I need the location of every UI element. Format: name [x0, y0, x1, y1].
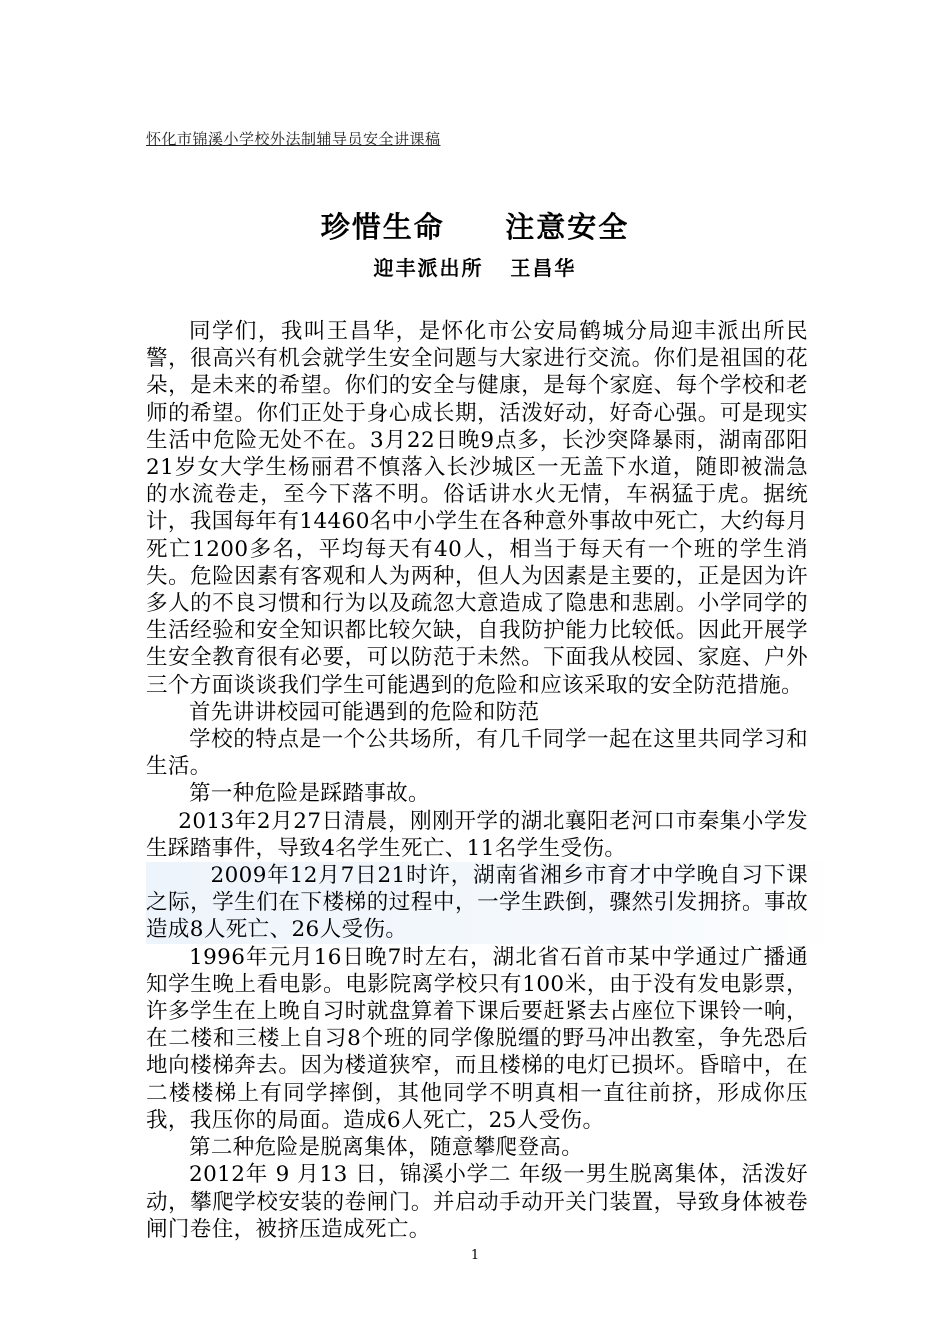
- document-title: 珍惜生命 注意安全: [320, 210, 630, 244]
- paragraph-case-2013: 2013年2月27日清晨，刚刚开学的湖北襄阳老河口市秦集小学发生踩踏事件，导致4名学生死亡、11名学生受伤。: [146, 808, 808, 861]
- paragraph-case-2009: [146, 862, 838, 944]
- document-header: 怀化市锦溪小学校外法制辅导员安全讲课稿: [146, 130, 441, 148]
- paragraph-case-2009-text: 2009年12月7日21时许，湖南省湘乡市育才中学晚自习下课之际，学生们在下楼梯的过程中，一学生跌倒，骤然引发拥挤。事故造成8人死亡、26人受伤。: [146, 863, 808, 943]
- paragraph-school-feature: 学校的特点是一个公共场所，有几千同学一起在这里共同学习和生活。: [146, 727, 808, 780]
- paragraph-intro: 同学们，我叫王昌华，是怀化市公安局鹤城分局迎丰派出所民警，很高兴有机会就学生安全问题与大家进行交流。你们是祖国的花朵，是未来的希望。你们的安全与健康，是每个家庭、每个学校和老师的希望。你们正处于身心成长期，活泼好动，好奇心强。可是现实生活中危险无处不在。3月22日晚9点多，长沙突降暴雨，湖南邵阳21岁女大学生杨丽君不慎落入长沙城区一无盖下水道，随即被湍急的水流卷走，至今下落不明。俗话讲水火无情，车祸猛于虎。据统计，我国每年有14460名中小学生在各种意外事故中死亡，大约每月死亡1200多名，平均每天有40人，相当于每天有一个班的学生消失。危险因素有客观和人为两种，但人为因素是主要的，正是因为许多人的不良习惯和行为以及疏忽大意造成了隐患和悲剧。小学同学的生活经验和安全知识都比较欠缺，自我防护能力比较低。因此开展学生安全教育很有必要，可以防范于未然。下面我从校园、家庭、户外三个方面谈谈我们学生可能遇到的危险和应该采取的安全防范措施。: [146, 319, 808, 698]
- paragraph-case-1996: 1996年元月16日晚7时左右，湖北省石首市某中学通过广播通知学生晚上看电影。电影院离学校只有100米，由于没有发电影票，许多学生在上晚自习时就盘算着下课后要赶紧去占座位下课铃一响，在二楼和三楼上自习8个班的同学像脱缰的野马冲出教室，争先恐后地向楼梯奔去。因为楼道狭窄，而且楼梯的电灯已损坏。昏暗中，在二楼楼梯上有同学摔倒，其他同学不明真相一直往前挤，形成你压我，我压你的局面。造成6人死亡，25人受伤。: [146, 944, 808, 1133]
- document-author: 迎丰派出所 王昌华: [373, 256, 577, 280]
- paragraph-section-heading: 首先讲讲校园可能遇到的危险和防范: [189, 699, 540, 725]
- document-body: [146, 318, 808, 1243]
- paragraph-danger-two: 第二种危险是脱离集体，随意攀爬登高。: [189, 1135, 584, 1161]
- paragraph-danger-one: 第一种危险是踩踏事故。: [189, 781, 430, 807]
- paragraph-case-2012: 2012年 9 月13 日，锦溪小学二 年级一男生脱离集体，活泼好动，攀爬学校安装的卷闸门。并启动手动开关门装置，导致身体被卷闸门卷住，被挤压造成死亡。: [146, 1162, 808, 1242]
- page-number: 1: [470, 1248, 480, 1263]
